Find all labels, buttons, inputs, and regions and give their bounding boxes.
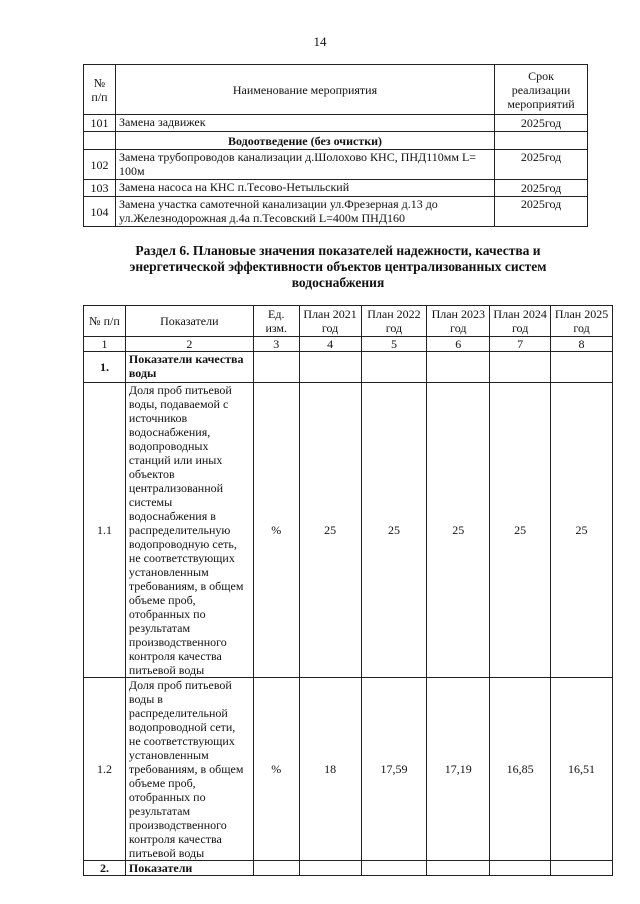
row-value	[427, 861, 490, 876]
section-label: Водоотведение (без очистки)	[115, 132, 494, 150]
row-value: 25	[551, 383, 613, 678]
header-cell: № п/п	[84, 306, 126, 337]
table-row	[84, 150, 588, 180]
measures-table	[83, 64, 588, 227]
row-value	[361, 861, 427, 876]
row-value: 25	[299, 383, 361, 678]
row-unit	[253, 352, 299, 383]
row-value	[490, 861, 551, 876]
row-value: 18	[299, 678, 361, 861]
row-unit	[253, 861, 299, 876]
row-value	[361, 352, 427, 383]
row-value: 16,85	[490, 678, 551, 861]
column-number: 4	[299, 337, 361, 352]
column-number: 6	[427, 337, 490, 352]
header-name: Наименование мероприятия	[115, 65, 494, 115]
row-num: 103	[84, 180, 116, 197]
row-name: Доля проб питьевой воды, подаваемой с источников водоснабжения, водопроводных станций или иных объектов централизованной системы водоснабжения в распределительную водопроводную сеть, не соответствующих установленным требованиям, в общем объеме проб, отобранных по результатам производственного контроля качества питьевой воды	[125, 383, 253, 678]
row-name: Показатели	[125, 861, 253, 876]
column-number: 5	[361, 337, 427, 352]
row-term: 2025год	[495, 180, 588, 197]
table-row	[84, 352, 613, 383]
row-unit: %	[253, 383, 299, 678]
row-num: 101	[84, 115, 116, 132]
section-title: Раздел 6. Плановые значения показателей надежности, качества и энергетической эффективности объектов централизованных систем водоснабжения	[129, 243, 547, 290]
row-value: 16,51	[551, 678, 613, 861]
column-numbers-row	[84, 337, 613, 352]
row-name: Замена трубопроводов канализации д.Шолохово КНС, ПНД110мм L= 100м	[115, 150, 494, 180]
row-num: 104	[84, 197, 116, 227]
measures-header-row	[84, 65, 588, 115]
row-num: 1.	[84, 352, 126, 383]
header-cell: План 2025 год	[551, 306, 613, 337]
row-name: Замена задвижек	[115, 115, 494, 132]
row-value	[299, 861, 361, 876]
column-number: 1	[84, 337, 126, 352]
row-value: 25	[490, 383, 551, 678]
row-name: Замена участка самотечной канализации ул.Фрезерная д.13 до ул.Железнодорожная д.4а п.Тесовский L=400м ПНД160	[115, 197, 494, 227]
row-value: 25	[427, 383, 490, 678]
section-row	[84, 132, 588, 150]
table-row	[84, 383, 613, 678]
row-value	[551, 352, 613, 383]
header-cell: План 2024 год	[490, 306, 551, 337]
column-number: 7	[490, 337, 551, 352]
row-value	[551, 861, 613, 876]
row-num: 2.	[84, 861, 126, 876]
header-cell: План 2021 год	[299, 306, 361, 337]
row-value	[299, 352, 361, 383]
row-num: 1.1	[84, 383, 126, 678]
header-cell: Ед. изм.	[253, 306, 299, 337]
header-num: № п/п	[84, 65, 116, 115]
row-value	[427, 352, 490, 383]
row-name: Замена насоса на КНС п.Тесово-Нетыльский	[115, 180, 494, 197]
indicators-header-row	[84, 306, 613, 337]
table-row	[84, 861, 613, 876]
row-num: 1.2	[84, 678, 126, 861]
table-row	[84, 197, 588, 227]
header-cell: План 2022 год	[361, 306, 427, 337]
indicators-table	[83, 305, 613, 876]
header-cell: Показатели	[125, 306, 253, 337]
header-cell: План 2023 год	[427, 306, 490, 337]
row-value: 25	[361, 383, 427, 678]
table-row	[84, 115, 588, 132]
row-name: Доля проб питьевой воды в распределительной водопроводной сети, не соответствующих установленным требованиям, в общем объеме проб, отобранных по результатам производственного контроля качества питьевой воды	[125, 678, 253, 861]
row-name: Показатели качества воды	[125, 352, 253, 383]
page-number: 14	[313, 34, 327, 49]
row-value: 17,59	[361, 678, 427, 861]
row-num: 102	[84, 150, 116, 180]
row-term: 2025год	[495, 115, 588, 132]
column-number: 2	[125, 337, 253, 352]
column-number: 3	[253, 337, 299, 352]
row-value	[490, 352, 551, 383]
row-unit: %	[253, 678, 299, 861]
table-row	[84, 180, 588, 197]
row-term: 2025год	[495, 150, 588, 180]
table-row	[84, 678, 613, 861]
header-term: Срок реализации мероприятий	[495, 65, 588, 115]
column-number: 8	[551, 337, 613, 352]
row-value: 17,19	[427, 678, 490, 861]
row-term: 2025год	[495, 197, 588, 227]
